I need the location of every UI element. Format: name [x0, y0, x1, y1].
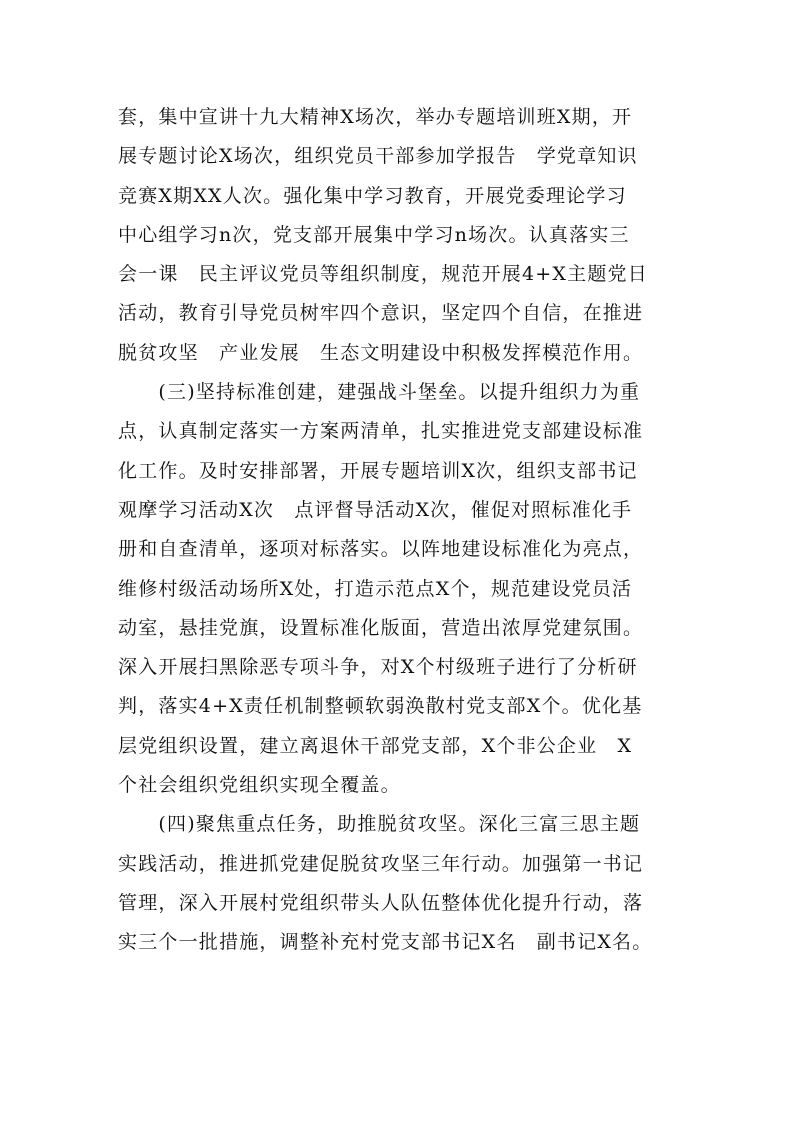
text-line: 实践活动，推进抓党建促脱贫攻坚三年行动。加强第一书记 — [118, 852, 644, 875]
text-line: 活动，教育引导党员树牢四个意识，坚定四个自信，在推进 — [118, 302, 644, 325]
text-line: 竞赛X期XX人次。强化集中学习教育，开展党委理论学习 — [118, 184, 627, 207]
text-line: 动室，悬挂党旗，设置标准化版面，营造出浓厚党建氛围。 — [118, 616, 644, 639]
body-text — [118, 98, 698, 963]
text-line: 脱贫攻坚 产业发展 生态文明建设中积极发挥模范作用。 — [118, 341, 644, 364]
text-line: 展专题讨论X场次，组织党员干部参加学报告 学党章知识 — [118, 145, 638, 168]
text-line: 观摩学习活动X次 点评督导活动X次，催促对照标准化手 — [118, 498, 633, 521]
text-line: 点，认真制定落实一方案两清单，扎实推进党支部建设标准 — [118, 420, 644, 443]
text-line: 会一课 民主评议党员等组织制度，规范开展4+X主题党日 — [118, 263, 648, 286]
text-line: 维修村级活动场所X处，打造示范点X个，规范建设党员活 — [118, 577, 633, 600]
text-line: 管理，深入开展村党组织带头人队伍整体优化提升行动，落 — [118, 891, 644, 914]
text-line: 实三个一批措施，调整补充村党支部书记X名 副书记X名。 — [118, 931, 653, 954]
paragraph-heading-line: (四)聚焦重点任务，助推脱贫攻坚。深化三富三思主题 — [118, 813, 641, 836]
text-line: 中心组学习n次，党支部开展集中学习n场次。认真落实三 — [118, 223, 630, 246]
text-line: 套，集中宣讲十九大精神X场次，举办专题培训班X期，开 — [118, 106, 633, 128]
paragraph-heading-line: (三)坚持标准创建，建强战斗堡垒。以提升组织力为重 — [118, 381, 641, 404]
text-line: 册和自查清单，逐项对标落实。以阵地建设标准化为亮点， — [118, 538, 644, 561]
text-line: 深入开展扫黑除恶专项斗争，对X个村级班子进行了分析研 — [118, 656, 638, 679]
text-line: 化工作。及时安排部署，开展专题培训X次，组织支部书记 — [118, 459, 638, 482]
text-line: 层党组织设置，建立离退休干部党支部，X个非公企业 X — [118, 734, 633, 757]
text-line: 个社会组织党组织实现全覆盖。 — [118, 774, 401, 797]
text-line: 判，落实4+X责任机制整顿软弱涣散村党支部X个。优化基 — [118, 695, 643, 718]
